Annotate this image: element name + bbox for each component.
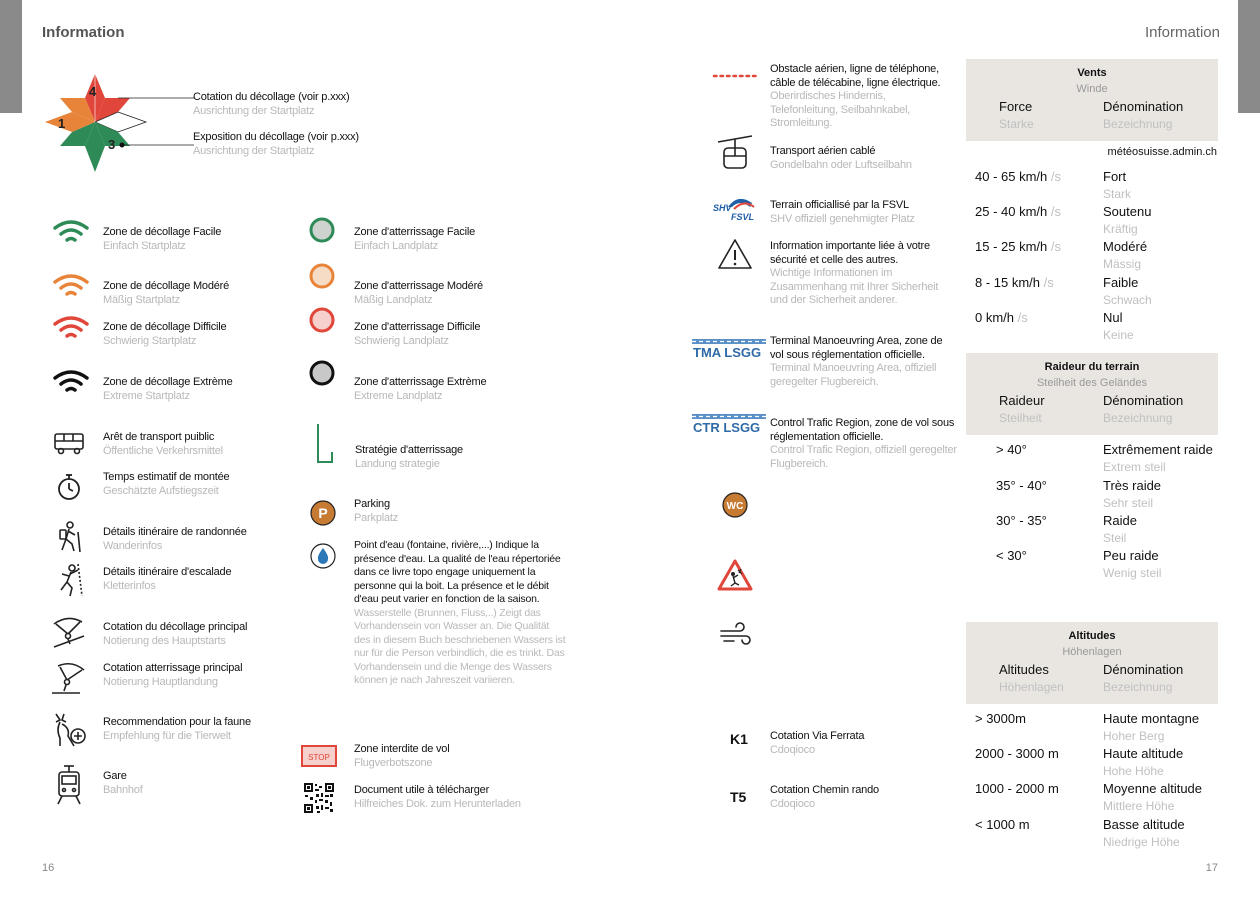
wildlife-icon [50,710,88,748]
col2-item-2: Zone d'atterrissage Difficile Schwierig Landplatz [354,321,481,347]
col3-item-5: Control Trafic Region, zone de vol sous réglementation officielle. Control Trafic Region, offiziell geregelter Flugbereich. [770,417,957,470]
vents-subtitle: Winde [1076,83,1108,95]
compass-number-4: 4 [89,84,97,99]
vents-row-label-de: Kräftig [1103,222,1138,236]
col3-item-3: Information importante liée à votre sécurité et celle des autres. Wichtige Informationen im Zusammenhang mit Ihrer Sicherheit und der Sicherheit anderer. [770,240,939,306]
header-right: Information [1144,24,1220,41]
vents-source: météosuisse.admin.ch [1107,146,1217,158]
col1-item-7: Détails itinéraire d'escalade Kletterinfos [103,566,232,592]
col1-item-0: Zone de décollage Facile Einfach Startplatz [103,226,222,252]
vents-header-box [966,59,1218,141]
vents-row-value: 15 - 25 km/h /s [975,239,1062,254]
altitudes-header-box [966,622,1218,704]
col3-item-4: Terminal Manoeuvring Area, zone de vol sous réglementation officielle. Terminal Manoeuvring Area, offiziell geregelter Flugbereich. [770,335,943,388]
vents-col2-header: Dénomination [1103,99,1184,114]
raideur-subtitle: Steilheit des Geländes [1036,377,1148,389]
takeoff-exposure-label: Exposition du décollage (voir p.xxx) Ausrichtung der Startplatz [193,131,359,157]
vents-row-label: Nul [1103,310,1123,325]
col2-item-4: Stratégie d'atterrissage Landung strategie [355,444,463,470]
danger-sign-icon [716,558,754,592]
col3-item-6: Cotation Via Ferrata Cdoqioco [770,730,865,756]
vents-row-label-de: Stark [1103,187,1132,201]
vents-row-label-de: Schwach [1103,293,1152,307]
col1-item-2: Zone de décollage Difficile Schwierig Startplatz [103,321,227,347]
wifi-difficult-icon [52,314,90,342]
wifi-extreme-icon [52,368,90,396]
vents-row-label: Modéré [1103,239,1148,254]
col1-item-5: Temps estimatif de montée Geschätzte Aufstiegszeit [103,471,230,497]
col1-item-9: Cotation atterrissage principal Notierung Hauptlandung [103,662,243,688]
col2-item-5: Parking Parkplatz [354,498,399,524]
compass-number-3: 3 [108,137,116,152]
aerial-obstacle-icon [712,70,758,82]
fsvl-text: FSVL [731,212,755,222]
vents-row-label: Soutenu [1103,204,1152,219]
vents-row-value: 8 - 15 km/h /s [975,275,1054,290]
page-tab-right [1238,0,1260,113]
altitudes-col2-header-de: Bezeichnung [1103,680,1173,694]
raideur-row-value: 30° - 35° [996,513,1047,528]
col1-item-11: Gare Bahnhof [103,770,143,796]
no-fly-zone-icon [300,743,338,769]
col1-item-8: Cotation du décollage principal Notierung des Hauptstarts [103,621,248,647]
gondola-icon [716,134,754,172]
ctr-lsgg-icon [692,413,766,439]
col2-item-3: Zone d'atterrissage Extrème Extreme Landplatz [354,376,487,402]
altitudes-row-label-de: Hoher Berg [1103,729,1165,743]
col2-item-7: Zone interdite de vol Flugverbotszone [354,743,450,769]
altitudes-row-label-de: Niedrige Höhe [1103,835,1180,849]
col3-item-7: Cotation Chemin rando Cdoqioco [770,784,879,810]
landing-easy-icon [308,216,336,244]
raideur-col1-header-de: Steilheit [999,411,1042,425]
takeoff-rating-label: Cotation du décollage (voir p.xxx) Ausrichtung der Startplatz [193,91,350,117]
compass-number-1: 1 [58,116,66,131]
vents-row-label: Faible [1103,275,1139,290]
bus-icon [52,430,88,456]
wifi-easy-icon [52,218,90,246]
vents-row-value: 40 - 65 km/h /s [975,169,1062,184]
raideur-row-label: Très raide [1103,478,1162,493]
vents-row-value: 25 - 40 km/h /s [975,204,1062,219]
wc-text: WC [726,501,744,512]
altitudes-col2-header: Dénomination [1103,662,1184,677]
raideur-row-label: Raide [1103,513,1137,528]
paraglider-landing-icon [50,660,88,696]
raideur-row-label: Peu raide [1103,548,1159,563]
col1-item-1: Zone de décollage Modéré Mäßig Startplatz [103,280,230,306]
col2-item-0: Zone d'atterrissage Facile Einfach Landplatz [354,226,476,252]
landing-difficult-icon [308,306,336,334]
parking-icon [309,499,337,527]
col2-item-1: Zone d'atterrissage Modéré Mäßig Landplatz [354,280,483,306]
raideur-row-label-de: Wenig steil [1103,566,1162,580]
raideur-row-value: < 30° [996,548,1027,563]
paraglider-takeoff-icon [50,614,88,650]
raideur-row-label-de: Steil [1103,531,1127,545]
raideur-title: Raideur du terrain [1044,361,1140,373]
altitudes-row-label: Haute montagne [1103,711,1200,726]
hiker-icon [52,520,86,554]
raideur-row-label: Extrêmement raide [1103,442,1213,457]
col3-item-1: Transport aérien cablé Gondelbahn oder Luftseilbahn [770,145,912,171]
vents-col2-header-de: Bezeichnung [1103,117,1173,131]
page-number-right: 17 [1205,862,1218,874]
altitudes-col1-header: Altitudes [999,662,1049,677]
hiking-t5-icon: T5 [730,789,747,805]
stopwatch-icon [54,472,84,502]
via-ferrata-k1-icon: K1 [730,731,748,747]
raideur-row-value: 35° - 40° [996,478,1047,493]
altitudes-row-value: < 1000 m [975,817,1030,832]
wind-icon [718,622,752,648]
vents-row-label: Fort [1103,169,1127,184]
col1-item-3: Zone de décollage Extrème Extreme Startplatz [103,376,233,402]
ctr-text: CTR LSGG [693,420,761,435]
tma-lsgg-icon [692,338,766,364]
altitudes-row-label-de: Hohe Höhe [1103,764,1164,778]
raideur-row-label-de: Extrem steil [1103,460,1166,474]
altitudes-col1-header-de: Höhenlagen [999,680,1064,694]
train-icon [54,764,84,806]
no-fly-stop-text: STOP [308,753,330,762]
col3-item-0: Obstacle aérien, ligne de téléphone, câble de télécabine, ligne électrique. Oberirdisches Hindernis, Telefonleitung, Seilbahnkabel, Stromleitung. [770,63,941,129]
raideur-row-value: > 40° [996,442,1027,457]
altitudes-row-value: 1000 - 2000 m [975,781,1059,796]
col1-item-6: Détails itinéraire de randonnée Wanderinfos [103,526,247,552]
tma-text: TMA LSGG [693,345,762,360]
raideur-col1-header: Raideur [999,393,1045,408]
qr-code-icon [303,782,335,814]
col1-item-10: Recommendation pour la faune Empfehlung für die Tierwelt [103,716,251,742]
altitudes-row-label: Basse altitude [1103,817,1185,832]
altitudes-row-value: 2000 - 3000 m [975,746,1059,761]
page-number-left: 16 [42,862,55,874]
col2-item-6: Point d'eau (fontaine, rivière,...) Indique la présence d'eau. La qualité de l'eau répertoriée dans ce livre topo engage uniquement la personne qui la boit. La présence et le débit d'eau peut varier en fonction de la saison. Wasserstelle (Brunnen, Fluss,..) Zeigt das Vorhandensein von Wasser an. Die Qualität des in diesem Buch beschriebenen Wassers ist nur für die Person verbindlich, die es trinkt. Das Vorhandensein und die Menge des Wassers können je nach Jahreszeit variieren. [354,539,566,686]
raideur-header-box [966,353,1218,435]
landing-strategy-icon [312,422,338,468]
wifi-moderate-icon [52,272,90,300]
compass-rose-icon [44,72,194,176]
raideur-col2-header: Dénomination [1103,393,1184,408]
warning-triangle-icon [716,237,754,271]
altitudes-subtitle: Höhenlagen [1062,646,1122,658]
shv-text: SHV [713,203,732,213]
wc-icon [721,491,749,519]
altitudes-row-value: > 3000m [975,711,1026,726]
col2-item-8: Document utile à télécharger Hilfreiches Dok. zum Herunterladen [354,784,521,810]
raideur-row-label-de: Sehr steil [1103,496,1154,510]
vents-title: Vents [1077,67,1107,79]
vents-col1-header: Force [999,99,1033,114]
altitudes-row-label-de: Mittlere Höhe [1103,799,1175,813]
altitudes-title: Altitudes [1068,630,1116,642]
raideur-col2-header-de: Bezeichnung [1103,411,1173,425]
col1-item-4: Arêt de transport puiblic Öffentliche Verkehrsmittel [103,431,223,457]
water-drop-icon [309,542,337,570]
vents-row-label-de: Mässig [1103,257,1142,271]
vents-row-label-de: Keine [1103,328,1134,342]
landing-moderate-icon [308,262,336,290]
vents-row-value: 0 km/h /s [975,310,1028,325]
header-left: Information [42,24,125,41]
shv-fsvl-logo-icon [712,193,758,223]
vents-col1-header-de: Starke [999,117,1034,131]
parking-letter: P [318,505,328,521]
page-tab-left [0,0,22,113]
altitudes-row-label: Moyenne altitude [1103,781,1203,796]
landing-extreme-icon [308,359,336,387]
climber-icon [52,562,86,598]
col3-item-2: Terrain officiallisé par la FSVL SHV offiziell genehmigter Platz [770,199,915,225]
altitudes-row-label: Haute altitude [1103,746,1184,761]
